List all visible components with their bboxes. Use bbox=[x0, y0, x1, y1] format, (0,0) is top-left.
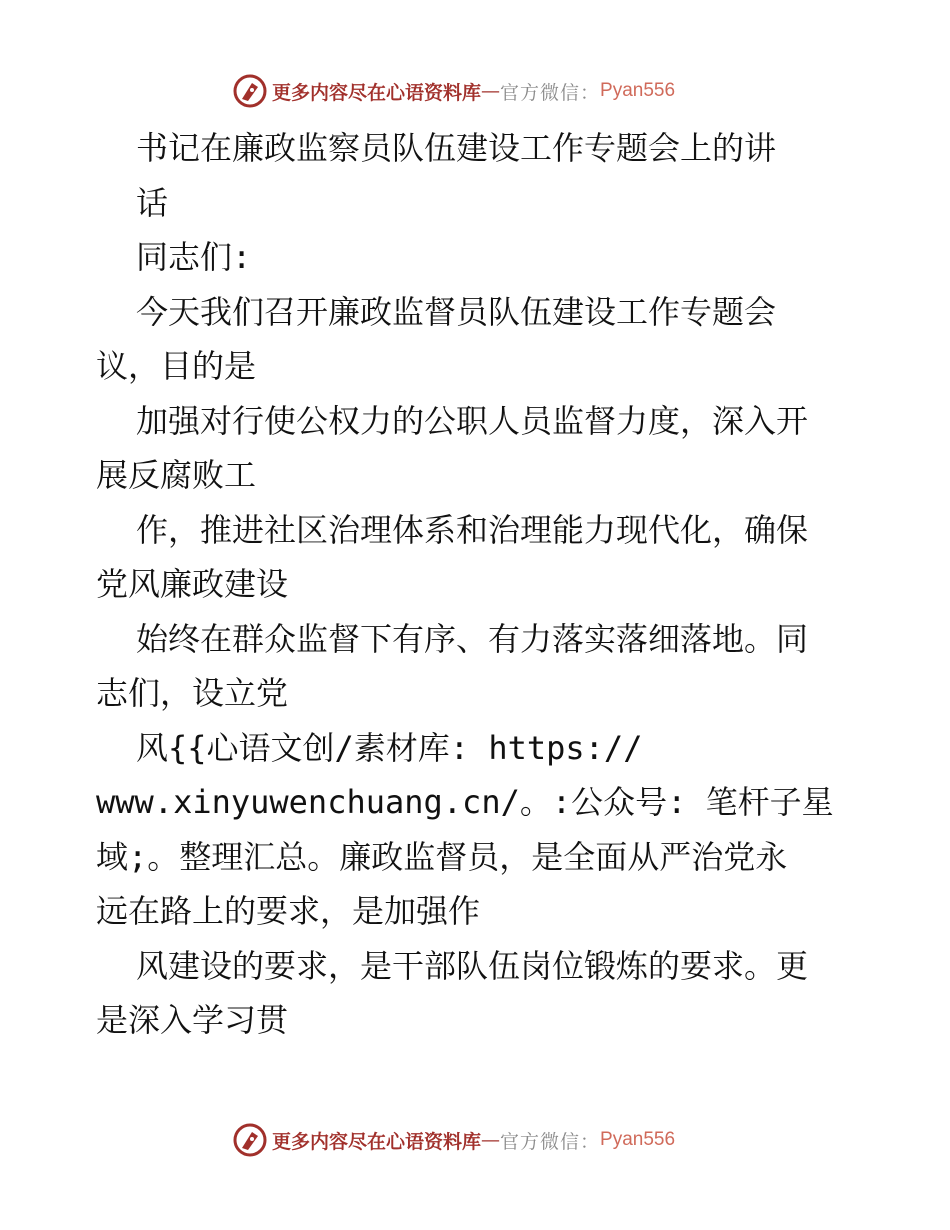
document-line: 作，推进社区治理体系和治理能力现代化，确保 bbox=[136, 510, 809, 549]
document-line: 志们，设立党 bbox=[96, 674, 289, 712]
document-line: www.xinyuwenchuang.cn/。:公众号: 笔杆子星 bbox=[96, 783, 834, 821]
document-line: 风{{心语文创/素材库: https:// bbox=[136, 728, 643, 767]
document-line: 议，目的是 bbox=[96, 347, 257, 385]
pen-nib-circle-logo-icon bbox=[232, 73, 268, 109]
watermark-dash: — bbox=[481, 1129, 501, 1151]
document-line: 加强对行使公权力的公职人员监督力度，深入开 bbox=[136, 401, 809, 440]
document-line: 始终在群众监督下有序、有力落实落细落地。同 bbox=[136, 619, 809, 658]
header-watermark bbox=[232, 72, 675, 110]
document-line: 远在路上的要求，是加强作 bbox=[96, 892, 481, 930]
document-line: 风建设的要求，是干部队伍岗位锻炼的要求。更 bbox=[136, 946, 809, 985]
document-line: 话 bbox=[136, 183, 169, 222]
document-line: 今天我们召开廉政监督员队伍建设工作专题会 bbox=[136, 292, 777, 331]
pen-nib-circle-logo-icon bbox=[232, 1122, 268, 1158]
document-line: 域;。整理汇总。廉政监督员，是全面从严治党永 bbox=[96, 837, 788, 876]
watermark-wechat-label: 官方微信： bbox=[500, 81, 601, 104]
document-line: 书记在廉政监察员队伍建设工作专题会上的讲 bbox=[136, 129, 777, 167]
document-line: 展反腐败工 bbox=[96, 456, 257, 494]
watermark-dash: — bbox=[481, 80, 501, 102]
document-line: 是深入学习贯 bbox=[96, 1001, 289, 1039]
document-line: 党风廉政建设 bbox=[96, 565, 289, 603]
watermark-site-text: 更多内容尽在心语资料库 bbox=[272, 1130, 482, 1153]
watermark-site-text: 更多内容尽在心语资料库 bbox=[272, 81, 482, 104]
document-line: 同志们: bbox=[136, 238, 252, 276]
watermark-wechat-id: Pyan556 bbox=[600, 1129, 676, 1150]
document-body bbox=[96, 121, 856, 1048]
watermark-wechat-id: Pyan556 bbox=[600, 80, 676, 101]
footer-watermark bbox=[232, 1121, 675, 1159]
watermark-wechat-label: 官方微信： bbox=[500, 1130, 601, 1153]
